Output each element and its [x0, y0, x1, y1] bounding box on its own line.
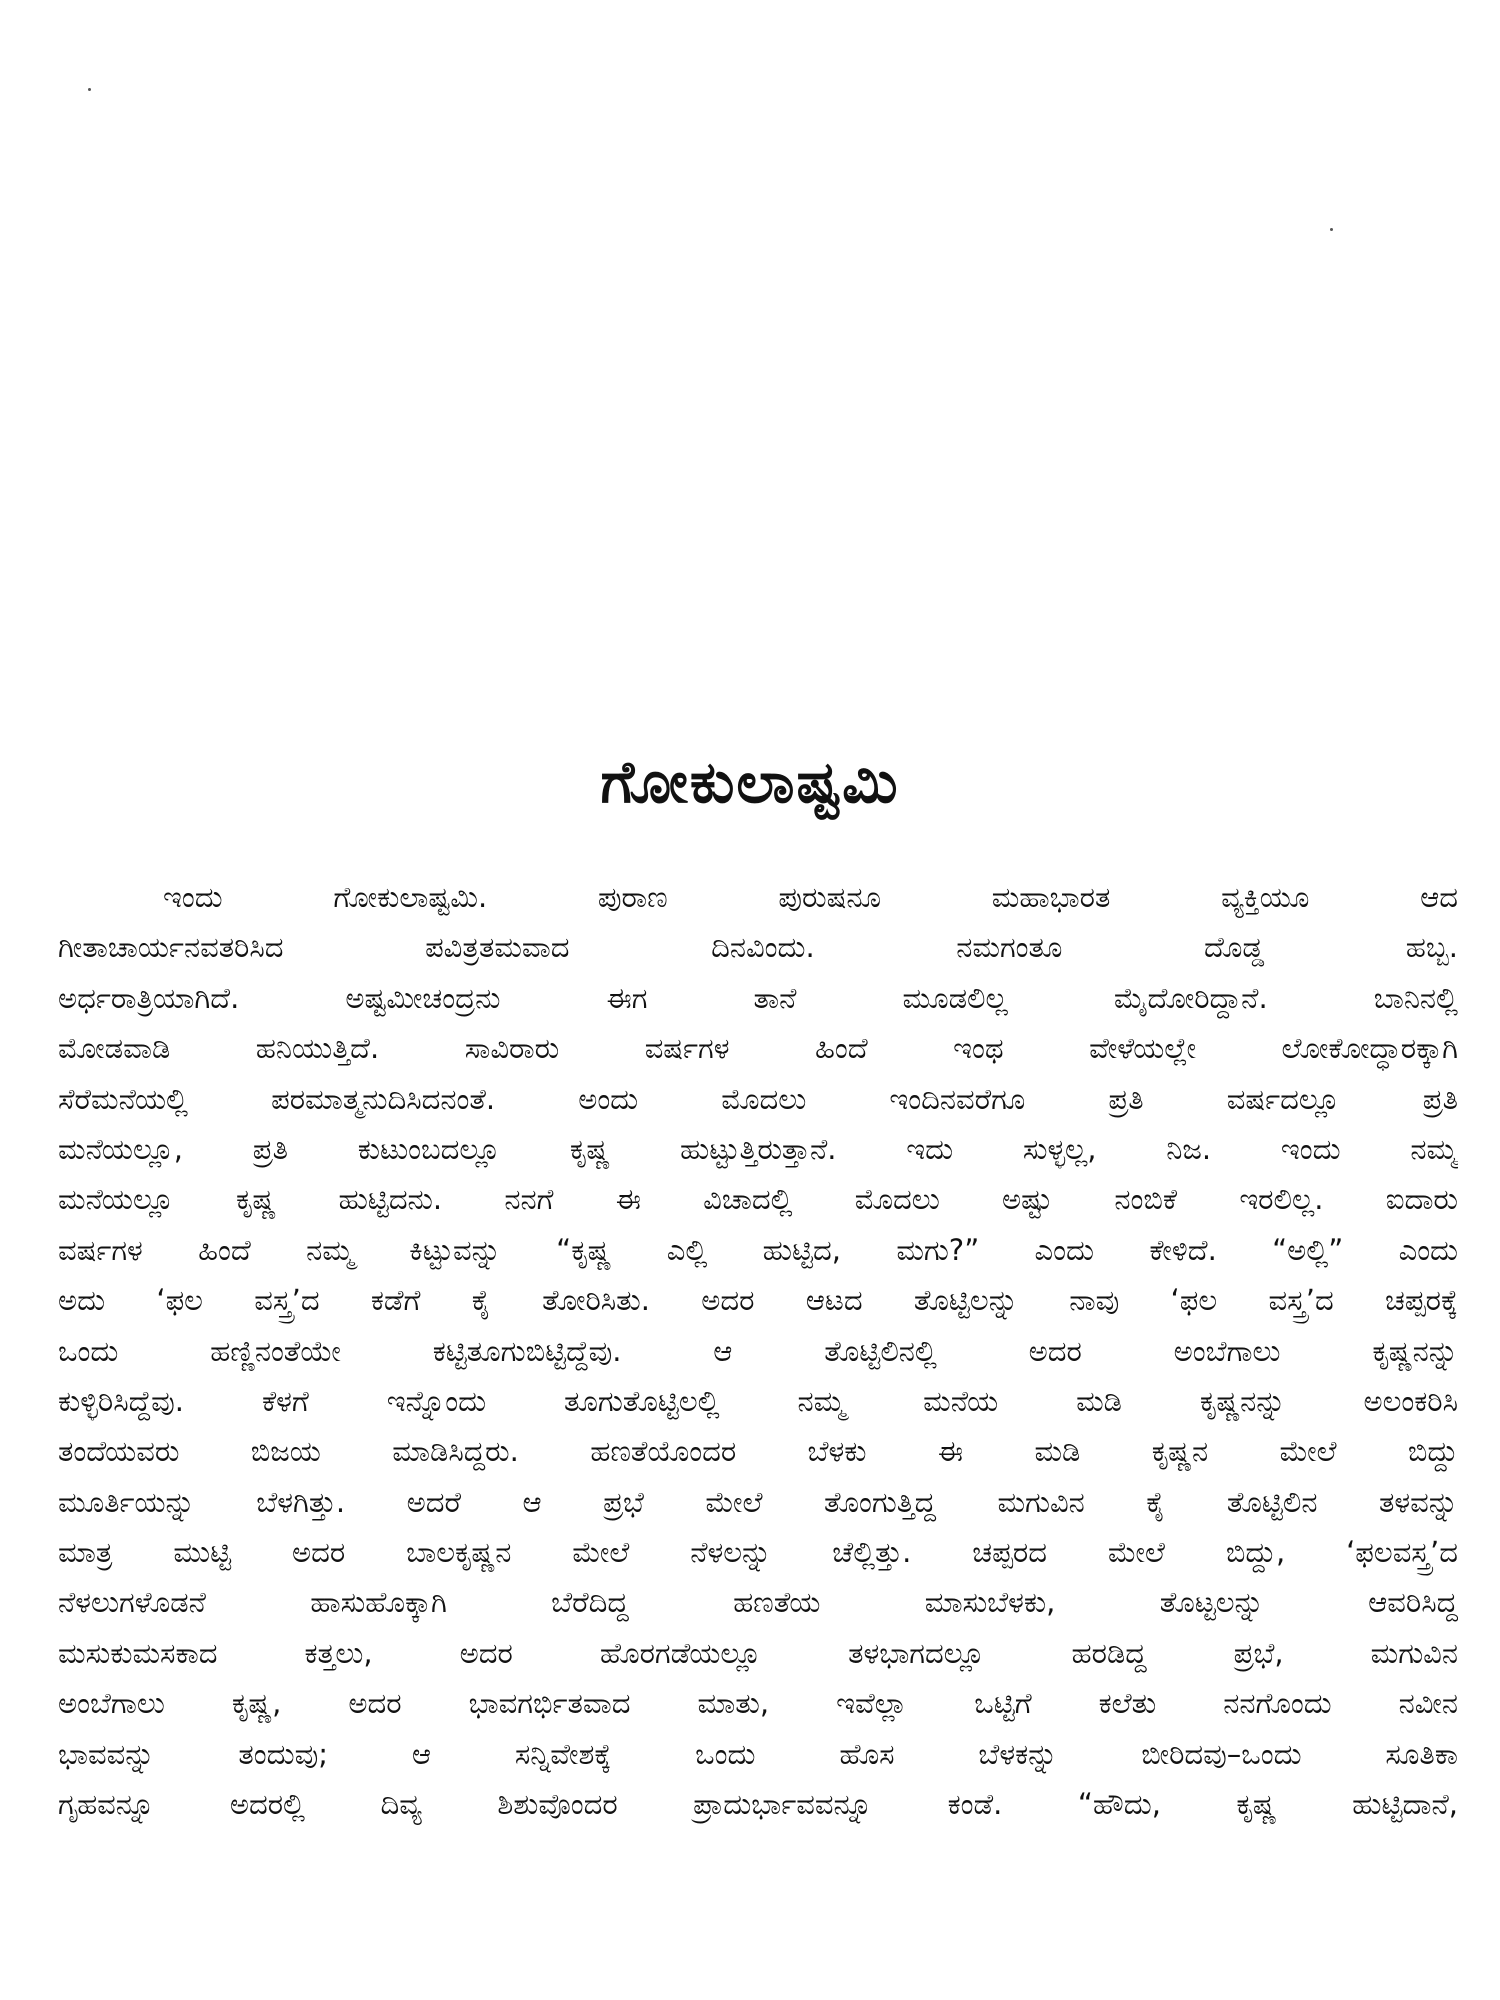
- paragraph-line: ಮಸುಕುಮಸಕಾದ ಕತ್ತಲು, ಅದರ ಹೊರಗಡೆಯಲ್ಲೂ ತಳಭಾಗದಲ್ಲೂ ಹರಡಿದ್ದ ಪ್ರಭೆ, ಮಗುವಿನ: [58, 1635, 1458, 1670]
- scan-speck: [1330, 228, 1333, 231]
- paragraph-line: ಅರ್ಧರಾತ್ರಿಯಾಗಿದೆ. ಅಷ್ಟಮೀಚಂದ್ರನು ಈಗ ತಾನೆ ಮೂಡಲಿಲ್ಲ ಮೈದೋರಿದ್ದಾನೆ. ಬಾನಿನಲ್ಲಿ: [58, 980, 1458, 1015]
- paragraph-line: ಭಾವವನ್ನು ತಂದುವು; ಆ ಸನ್ನಿವೇಶಕ್ಕೆ ಒಂದು ಹೊಸ ಬೆಳಕನ್ನು ಬೀರಿದವು–ಒಂದು ಸೂತಿಕಾ: [58, 1736, 1458, 1771]
- paragraph-line: ಇಂದು ಗೋಕುಲಾಷ್ಟಮಿ. ಪುರಾಣ ಪುರುಷನೂ ಮಹಾಭಾರತ ವ್ಯಕ್ತಿಯೂ ಆದ: [163, 880, 1458, 914]
- paragraph-line: ಮನೆಯಲ್ಲೂ ಕೃಷ್ಣ ಹುಟ್ಟಿದನು. ನನಗೆ ಈ ವಿಚಾದಲ್ಲಿ ಮೊದಲು ಅಷ್ಟು ನಂಬಿಕೆ ಇರಲಿಲ್ಲ. ಐದಾರು: [58, 1182, 1458, 1217]
- paragraph-line: ವರ್ಷಗಳ ಹಿಂದೆ ನಮ್ಮ ಕಿಟ್ಟುವನ್ನು “ಕೃಷ್ಣ ಎಲ್ಲಿ ಹುಟ್ಟಿದ, ಮಗು?” ಎಂದು ಕೇಳಿದೆ. “ಅಲ್ಲಿ” ಎಂದು: [58, 1232, 1458, 1267]
- paragraph-line: ಸೆರೆಮನೆಯಲ್ಲಿ ಪರಮಾತ್ಮನುದಿಸಿದನಂತೆ. ಅಂದು ಮೊದಲು ಇಂದಿನವರೆಗೂ ಪ್ರತಿ ವರ್ಷದಲ್ಲೂ ಪ್ರತಿ: [58, 1081, 1458, 1116]
- paragraph-line: ಮನೆಯಲ್ಲೂ, ಪ್ರತಿ ಕುಟುಂಬದಲ್ಲೂ ಕೃಷ್ಣ ಹುಟ್ಟುತ್ತಿರುತ್ತಾನೆ. ಇದು ಸುಳ್ಳಲ್ಲ, ನಿಜ. ಇಂದು ನಮ್ಮ: [58, 1131, 1458, 1166]
- paragraph-line: ತಂದೆಯವರು ಬಿಜಯ ಮಾಡಿಸಿದ್ದರು. ಹಣತೆಯೊಂದರ ಬೆಳಕು ಈ ಮಡಿ ಕೃಷ್ಣನ ಮೇಲೆ ಬಿದ್ದು: [58, 1434, 1458, 1469]
- paragraph-line: ಮಾತ್ರ ಮುಟ್ಟಿ ಅದರ ಬಾಲಕೃಷ್ಣನ ಮೇಲೆ ನೆಳಲನ್ನು ಚೆಲ್ಲಿತ್ತು. ಚಪ್ಪರದ ಮೇಲೆ ಬಿದ್ದು, ‘ಫಲವಸ್ತ್ರ’ದ: [58, 1535, 1458, 1570]
- scan-speck: [88, 88, 91, 91]
- paragraph-line: ಗೀತಾಚಾರ್ಯನವತರಿಸಿದ ಪವಿತ್ರತಮವಾದ ದಿನವಿಂದು. ನಮಗಂತೂ ದೊಡ್ಡ ಹಬ್ಬ.: [58, 930, 1458, 965]
- paragraph-line: ಒಂದು ಹಣ್ಣಿನಂತೆಯೇ ಕಟ್ಟಿತೂಗುಬಿಟ್ಟಿದ್ದೆವು. ಆ ತೊಟ್ಟಿಲಿನಲ್ಲಿ ಅದರ ಅಂಬೆಗಾಲು ಕೃಷ್ಣನನ್ನು: [58, 1333, 1458, 1368]
- page-title: ಗೋಕುಲಾಷ್ಟಮಿ: [600, 748, 900, 816]
- paragraph-line: ಅಂಬೆಗಾಲು ಕೃಷ್ಣ, ಅದರ ಭಾವಗರ್ಭಿತವಾದ ಮಾತು, ಇವೆಲ್ಲಾ ಒಟ್ಟಿಗೆ ಕಲೆತು ನನಗೊಂದು ನವೀನ: [58, 1686, 1458, 1721]
- paragraph-line: ಮೂರ್ತಿಯನ್ನು ಬೆಳಗಿತ್ತು. ಅದರೆ ಆ ಪ್ರಭೆ ಮೇಲೆ ತೊಂಗುತ್ತಿದ್ದ ಮಗುವಿನ ಕೈ ತೊಟ್ಟಿಲಿನ ತಳವನ್ನು: [58, 1484, 1458, 1519]
- paragraph-line: ಗೃಹವನ್ನೂ ಅದರಲ್ಲಿ ದಿವ್ಯ ಶಿಶುವೊಂದರ ಪ್ರಾದುರ್ಭಾವವನ್ನೂ ಕಂಡೆ. “ಹೌದು, ಕೃಷ್ಣ ಹುಟ್ಟಿದಾನೆ,: [58, 1787, 1458, 1822]
- paragraph-line: ಕುಳ್ಳಿರಿಸಿದ್ದೆವು. ಕೆಳಗೆ ಇನ್ನೊಂದು ತೂಗುತೊಟ್ಟಿಲಲ್ಲಿ ನಮ್ಮ ಮನೆಯ ಮಡಿ ಕೃಷ್ಣನನ್ನು ಅಲಂಕರಿಸಿ: [58, 1383, 1458, 1418]
- paragraph-line: ಅದು ‘ಫಲ ವಸ್ತ್ರ’ದ ಕಡೆಗೆ ಕೈ ತೋರಿಸಿತು. ಅದರ ಆಟದ ತೊಟ್ಟಿಲನ್ನು ನಾವು ‘ಫಲ ವಸ್ತ್ರ’ದ ಚಪ್ಪರಕ್ಕೆ: [58, 1283, 1458, 1318]
- paragraph-line: ನೆಳಲುಗಳೊಡನೆ ಹಾಸುಹೊಕ್ಕಾಗಿ ಬೆರೆದಿದ್ದ ಹಣತೆಯ ಮಾಸುಬೆಳಕು, ತೊಟ್ಟಲನ್ನು ಆವರಿಸಿದ್ದ: [58, 1585, 1458, 1620]
- body-paragraph: [58, 872, 1458, 1829]
- paragraph-line: ಮೋಡವಾಡಿ ಹನಿಯುತ್ತಿದೆ. ಸಾವಿರಾರು ವರ್ಷಗಳ ಹಿಂದೆ ಇಂಥ ವೇಳೆಯಲ್ಲೇ ಲೋಕೋದ್ಧಾರಕ್ಕಾಗಿ: [58, 1031, 1458, 1066]
